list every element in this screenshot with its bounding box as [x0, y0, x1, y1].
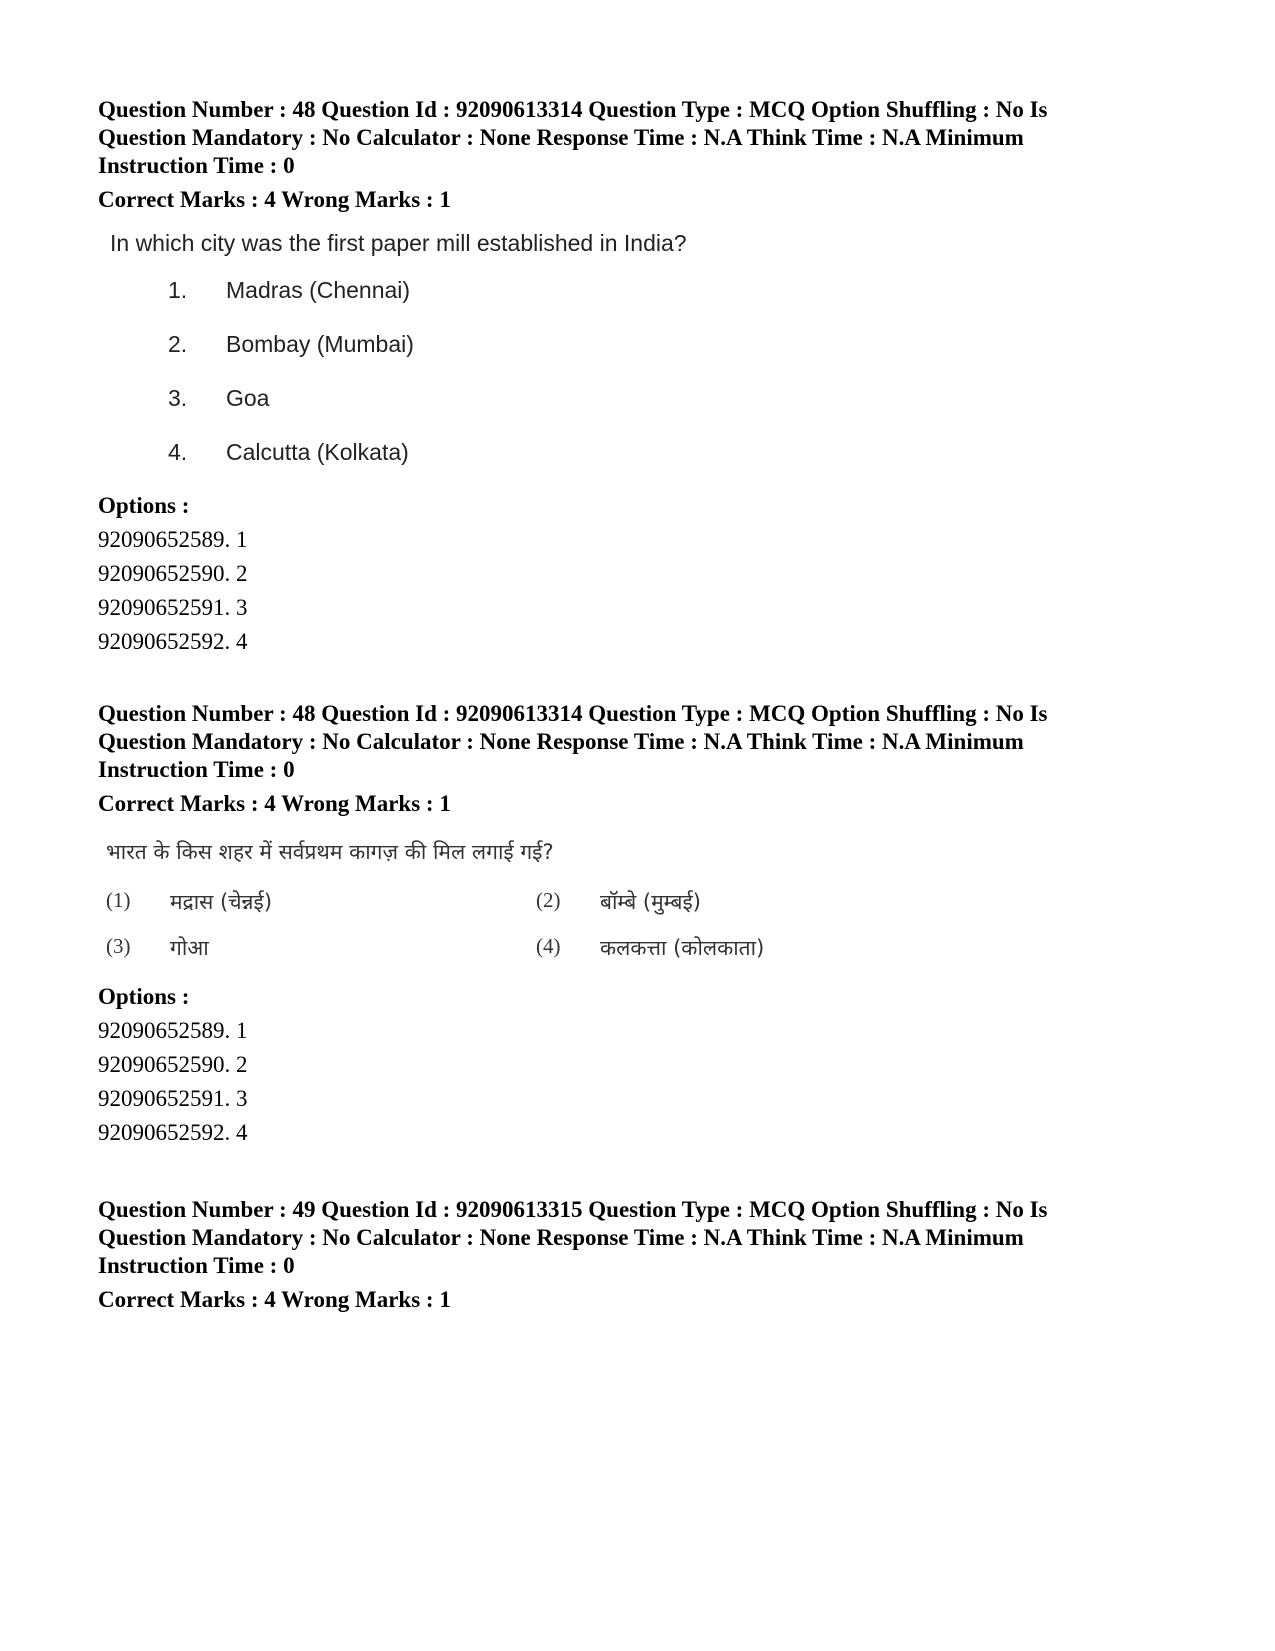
choice-item: [168, 439, 1188, 473]
option-id: 92090652590. 2: [98, 561, 248, 586]
marks-line: Correct Marks : 4 Wrong Marks : 1: [98, 1287, 451, 1312]
question-block-3: [98, 1196, 1188, 1314]
option-id: 92090652592. 4: [98, 629, 248, 654]
choice-number: 3.: [168, 385, 188, 411]
question-block-1: [98, 96, 1188, 659]
question-meta-line: Instruction Time : 0: [98, 153, 295, 178]
choice-number: (1): [106, 888, 131, 912]
choice-text: Calcutta (Kolkata): [226, 439, 409, 465]
question-meta-line: Question Number : 49 Question Id : 92090613315 Question Type : MCQ Option Shuffling : No Is: [98, 1197, 1048, 1222]
question-meta-line: Question Mandatory : No Calculator : None Response Time : N.A Think Time : N.A Minimum: [98, 729, 1024, 754]
marks-line: Correct Marks : 4 Wrong Marks : 1: [98, 187, 451, 212]
question-text: भारत के किस शहर में सर्वप्रथम कागज़ की मिल लगाई गई?: [106, 840, 554, 864]
choice-number: 1.: [168, 277, 188, 303]
choice-number: 4.: [168, 439, 188, 465]
option-id: 92090652592. 4: [98, 1120, 248, 1145]
option-id: 92090652590. 2: [98, 1052, 248, 1077]
option-id: 92090652591. 3: [98, 595, 248, 620]
choice-number: (3): [106, 934, 131, 958]
choice-text: Madras (Chennai): [226, 277, 411, 303]
choice-list: [168, 277, 1188, 473]
marks-line: Correct Marks : 4 Wrong Marks : 1: [98, 791, 451, 816]
choice-text: कलकत्ता (कोलकाता): [600, 936, 765, 960]
choice-number: (4): [536, 934, 561, 958]
question-meta-line: Question Mandatory : No Calculator : None Response Time : N.A Think Time : N.A Minimum: [98, 125, 1024, 150]
option-id: 92090652589. 1: [98, 527, 248, 552]
choice-text: Bombay (Mumbai): [226, 331, 414, 357]
choice-item: [168, 385, 1188, 419]
question-block-2: [98, 700, 1188, 1150]
choice-item: [106, 934, 536, 962]
choice-number: (2): [536, 888, 561, 912]
choice-text: गोआ: [170, 936, 209, 960]
options-label: Options :: [98, 984, 190, 1009]
choice-text: Goa: [226, 385, 270, 411]
question-meta-line: Question Number : 48 Question Id : 92090613314 Question Type : MCQ Option Shuffling : No Is: [98, 97, 1048, 122]
choice-text: बॉम्बे (मुम्बई): [600, 890, 701, 914]
question-meta-line: Question Number : 48 Question Id : 92090613314 Question Type : MCQ Option Shuffling : No Is: [98, 701, 1048, 726]
choice-item: [106, 888, 536, 916]
choice-item: [536, 934, 966, 962]
option-id: 92090652591. 3: [98, 1086, 248, 1111]
choice-item: [168, 277, 1188, 311]
choice-item: [536, 888, 966, 916]
question-meta-line: Question Mandatory : No Calculator : None Response Time : N.A Think Time : N.A Minimum: [98, 1225, 1024, 1250]
choice-grid: [106, 888, 1188, 962]
option-id: 92090652589. 1: [98, 1018, 248, 1043]
question-text: In which city was the first paper mill established in India?: [110, 230, 687, 256]
options-label: Options :: [98, 493, 190, 518]
question-meta-line: Instruction Time : 0: [98, 757, 295, 782]
choice-item: [168, 331, 1188, 365]
choice-number: 2.: [168, 331, 188, 357]
choice-text: मद्रास (चेन्नई): [170, 890, 273, 914]
question-meta-line: Instruction Time : 0: [98, 1253, 295, 1278]
